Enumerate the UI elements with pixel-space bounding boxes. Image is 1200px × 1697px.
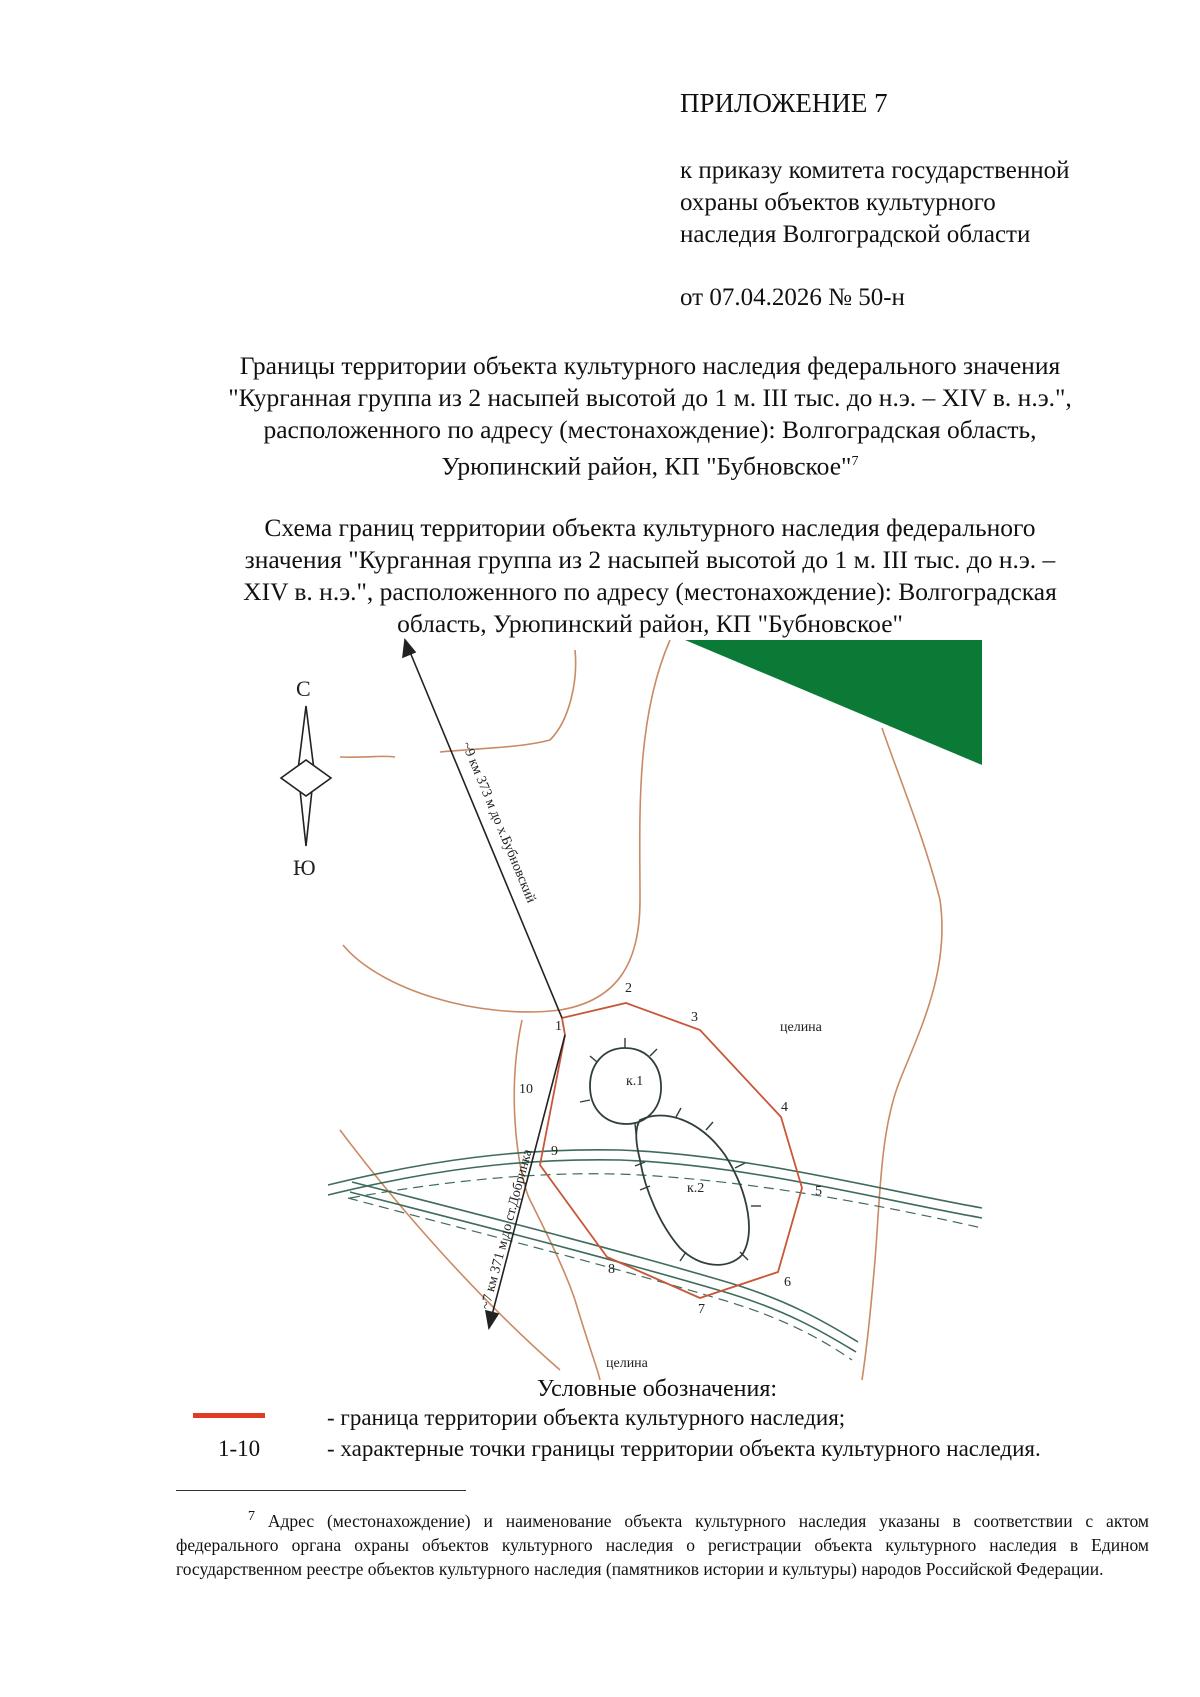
point-label: 2 bbox=[625, 981, 632, 996]
distance-north-label: ~9 км 373 м до х.Бубновский bbox=[458, 739, 539, 906]
title-line: Урюпинский район, КП "Бубновское"$^7$ bbox=[441, 451, 859, 481]
order-line: к приказу комитета государственной bbox=[680, 157, 1070, 184]
legend-boundary-symbol bbox=[193, 1413, 265, 1418]
point-label: 4 bbox=[781, 1100, 788, 1115]
dirt-road-line bbox=[350, 1174, 982, 1228]
order-line: охраны объектов культурного bbox=[680, 189, 996, 216]
order-reference bbox=[680, 155, 1070, 251]
footnote bbox=[176, 1505, 1149, 1581]
point-label: 8 bbox=[608, 1262, 615, 1277]
point-label: 5 bbox=[815, 1184, 822, 1199]
terrain-contour bbox=[340, 756, 395, 757]
footnote-divider bbox=[176, 1490, 466, 1491]
distance-south-label: ~7 км 371 м до ст.Добринка bbox=[478, 1147, 536, 1312]
land-label: целина bbox=[780, 1020, 822, 1035]
dirt-road-line bbox=[348, 1198, 852, 1360]
distance-arrows bbox=[403, 640, 565, 1328]
terrain-contour bbox=[862, 728, 942, 1380]
point-label: 1 bbox=[555, 1019, 562, 1034]
compass-north-label: С bbox=[296, 676, 311, 701]
footnote-mark[interactable]: 7 bbox=[851, 454, 859, 469]
legend-title: Условные обозначения: bbox=[537, 1376, 778, 1402]
land-label: целина bbox=[606, 1356, 648, 1371]
mound-label: к.2 bbox=[687, 1181, 705, 1196]
footnote-number: 7 bbox=[248, 1509, 255, 1524]
order-line: наследия Волгоградской области bbox=[680, 221, 1031, 248]
scheme-title-line: значения "Курганная группа из 2 насыпей высотой до 1 м. III тыс. до н.э. – bbox=[244, 545, 1056, 574]
mound-label: к.1 bbox=[626, 1074, 644, 1089]
title-line: "Курганная группа из 2 насыпей высотой до 1 м. III тыс. до н.э. – XIV в. н.э.", bbox=[228, 383, 1072, 412]
title-line: Границы территории объекта культурного наследия федерального значения bbox=[239, 351, 1061, 380]
appendix-title: ПРИЛОЖЕНИЕ 7 bbox=[680, 88, 888, 118]
legend-points-symbol: 1-10 bbox=[218, 1436, 261, 1461]
road-line bbox=[352, 1182, 858, 1342]
point-label: 9 bbox=[551, 1144, 558, 1159]
roads bbox=[328, 1150, 982, 1352]
title-line: расположенного по адресу (местонахождение): Волгоградская область, bbox=[263, 415, 1037, 444]
footnote-text: Адрес (местонахождение) и наименование объекта культурного наследия указаны в соответствии с актом федерального органа охраны объектов культурного наследия о регистрации объекта культурного наследия в Едином государственном реестре объектов культурного наследия (памятников истории и культуры) народов Российской Федерации. bbox=[176, 1510, 1149, 1579]
scheme-title-line: Схема границ территории объекта культурного наследия федерального bbox=[264, 513, 1036, 542]
scheme-title-line: область, Урюпинский район, КП "Бубновское" bbox=[397, 609, 903, 638]
point-label: 10 bbox=[519, 1082, 533, 1097]
main-title bbox=[160, 350, 1140, 483]
arrow-head-north bbox=[403, 640, 415, 657]
legend-item-points: - характерные точки границы территории объекта культурного наследия. bbox=[327, 1436, 1041, 1461]
point-label: 6 bbox=[784, 1275, 791, 1290]
compass-south-label: Ю bbox=[293, 855, 316, 880]
point-label: 7 bbox=[698, 1302, 705, 1317]
road-line bbox=[350, 1192, 856, 1352]
point-label: 3 bbox=[691, 1010, 698, 1025]
dirt-roads bbox=[348, 1174, 982, 1360]
forest-area bbox=[685, 640, 982, 765]
arrow-head-south bbox=[486, 1311, 498, 1328]
scheme-title-line: XIV в. н.э.", расположенного по адресу (местонахождение): Волгоградская bbox=[243, 577, 1057, 606]
boundary-scheme-map bbox=[0, 600, 1200, 1380]
terrain-contour bbox=[440, 650, 576, 752]
order-date: от 07.04.2026 № 50-н bbox=[680, 284, 905, 311]
legend-item-boundary: - граница территории объекта культурного наследия; bbox=[327, 1405, 846, 1430]
compass-icon bbox=[281, 706, 331, 846]
